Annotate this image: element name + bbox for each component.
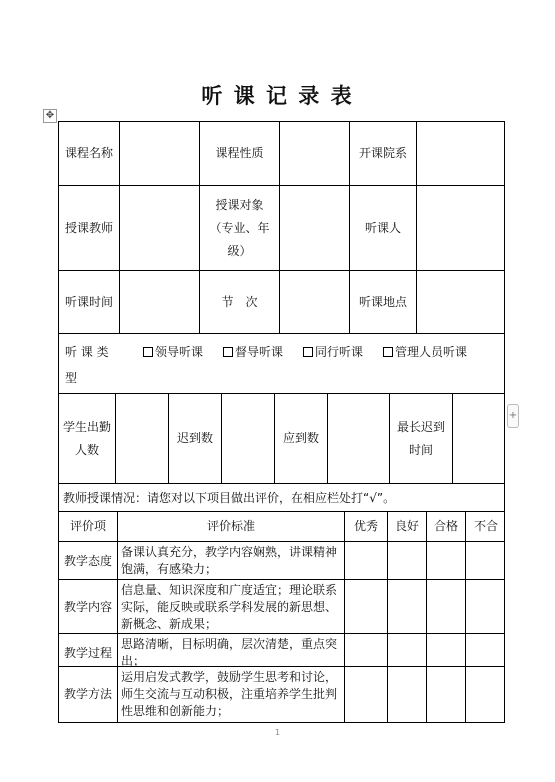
eval-fail-cell[interactable] [465,542,506,580]
option-leader[interactable]: 领导听课 [143,339,203,365]
checkbox-icon[interactable] [303,347,313,357]
checkbox-icon[interactable] [383,347,393,357]
eval-excellent-cell[interactable] [344,580,387,635]
listener-value[interactable] [416,186,506,270]
eval-fail-cell[interactable] [465,580,506,635]
table-row [59,541,504,579]
dept-label: 开课院系 [349,122,416,185]
page-number: 1 [274,728,281,737]
listen-type-label: 听 课 类型 [65,345,109,385]
checkbox-icon[interactable] [223,347,233,357]
period-value[interactable] [279,271,349,333]
longest-late-label: 最长迟到时间 [389,394,452,483]
eval-item: 教学过程 [63,645,112,660]
eval-item: 教学方法 [63,687,112,701]
eval-good-cell[interactable] [387,580,426,635]
attendance-value[interactable] [115,394,168,483]
course-name-label: 课程名称 [64,146,113,160]
listen-type-options [143,339,503,365]
eval-header-pass: 合格 [426,512,465,541]
eval-excellent-cell[interactable] [344,667,387,722]
eval-pass-cell[interactable] [426,542,465,580]
table-row [59,333,504,393]
time-label: 听课时间 [64,294,113,309]
option-supervisor[interactable]: 督导听课 [223,339,283,365]
table-row [59,122,504,185]
eval-header-excellent: 优秀 [344,512,387,541]
longest-late-value[interactable] [452,394,506,483]
teacher-value[interactable] [119,186,199,270]
expected-value[interactable] [327,394,389,483]
eval-criteria: 运用启发式教学，鼓励学生思考和讨论，师生交流与互动积极，注重培养学生批判性思维和创新能力； [117,667,344,722]
option-manager[interactable]: 管理人员听课 [383,339,467,365]
instruction-row: 教师授课情况：请您对以下项目做出评价，在相应栏处打“√”。 [59,483,504,511]
late-value[interactable] [221,394,274,483]
eval-item: 教学内容 [63,600,112,614]
table-row [59,633,504,666]
attendance-label: 学生出勤人数 [63,419,112,457]
dept-value[interactable] [416,122,506,185]
checkbox-icon[interactable] [143,347,153,357]
option-peer[interactable]: 同行听课 [303,339,363,365]
eval-header-good: 良好 [387,512,426,541]
eval-fail-cell[interactable] [465,667,506,722]
table-row [59,185,504,270]
target-label: 授课对象（专业、年级） [199,186,279,270]
add-column-handle-icon[interactable]: + [507,404,519,428]
eval-item: 教学态度 [63,553,112,568]
period-label: 节 次 [199,271,279,333]
late-label: 迟到数 [168,394,221,483]
eval-criteria: 备课认真充分，教学内容娴熟，讲课精神饱满，有感染力； [117,542,344,580]
eval-header-item: 评价项 [69,519,106,533]
eval-good-cell[interactable] [387,667,426,722]
table-row [59,393,504,483]
eval-excellent-cell[interactable] [344,542,387,580]
course-nature-label: 课程性质 [199,122,279,185]
table-row [59,579,504,633]
eval-criteria: 信息量、知识深度和广度适宜；理论联系实际，能反映或联系学科发展的新思想、新概念、新成果； [117,580,344,635]
eval-header-row [59,511,504,541]
eval-pass-cell[interactable] [426,667,465,722]
course-name-value[interactable] [119,122,199,185]
eval-criteria: 思路清晰，目标明确，层次清楚，重点突出； [117,634,344,672]
listener-label: 听课人 [349,186,416,270]
table-row [59,666,504,722]
eval-header-criteria: 评价标准 [117,512,344,541]
time-value[interactable] [119,271,199,333]
eval-good-cell[interactable] [387,542,426,580]
lecture-record-table [58,121,505,723]
expected-label: 应到数 [274,394,327,483]
target-value[interactable] [279,186,349,270]
teacher-label: 授课教师 [64,220,113,235]
table-move-handle-icon[interactable]: ✥ [43,109,57,123]
page-title: 听 课 记 录 表 [201,83,354,108]
eval-header-fail: 不合 [465,512,506,541]
place-label: 听课地点 [349,271,416,333]
course-nature-value[interactable] [279,122,349,185]
eval-pass-cell[interactable] [426,580,465,635]
table-row [59,270,504,333]
place-value[interactable] [416,271,506,333]
